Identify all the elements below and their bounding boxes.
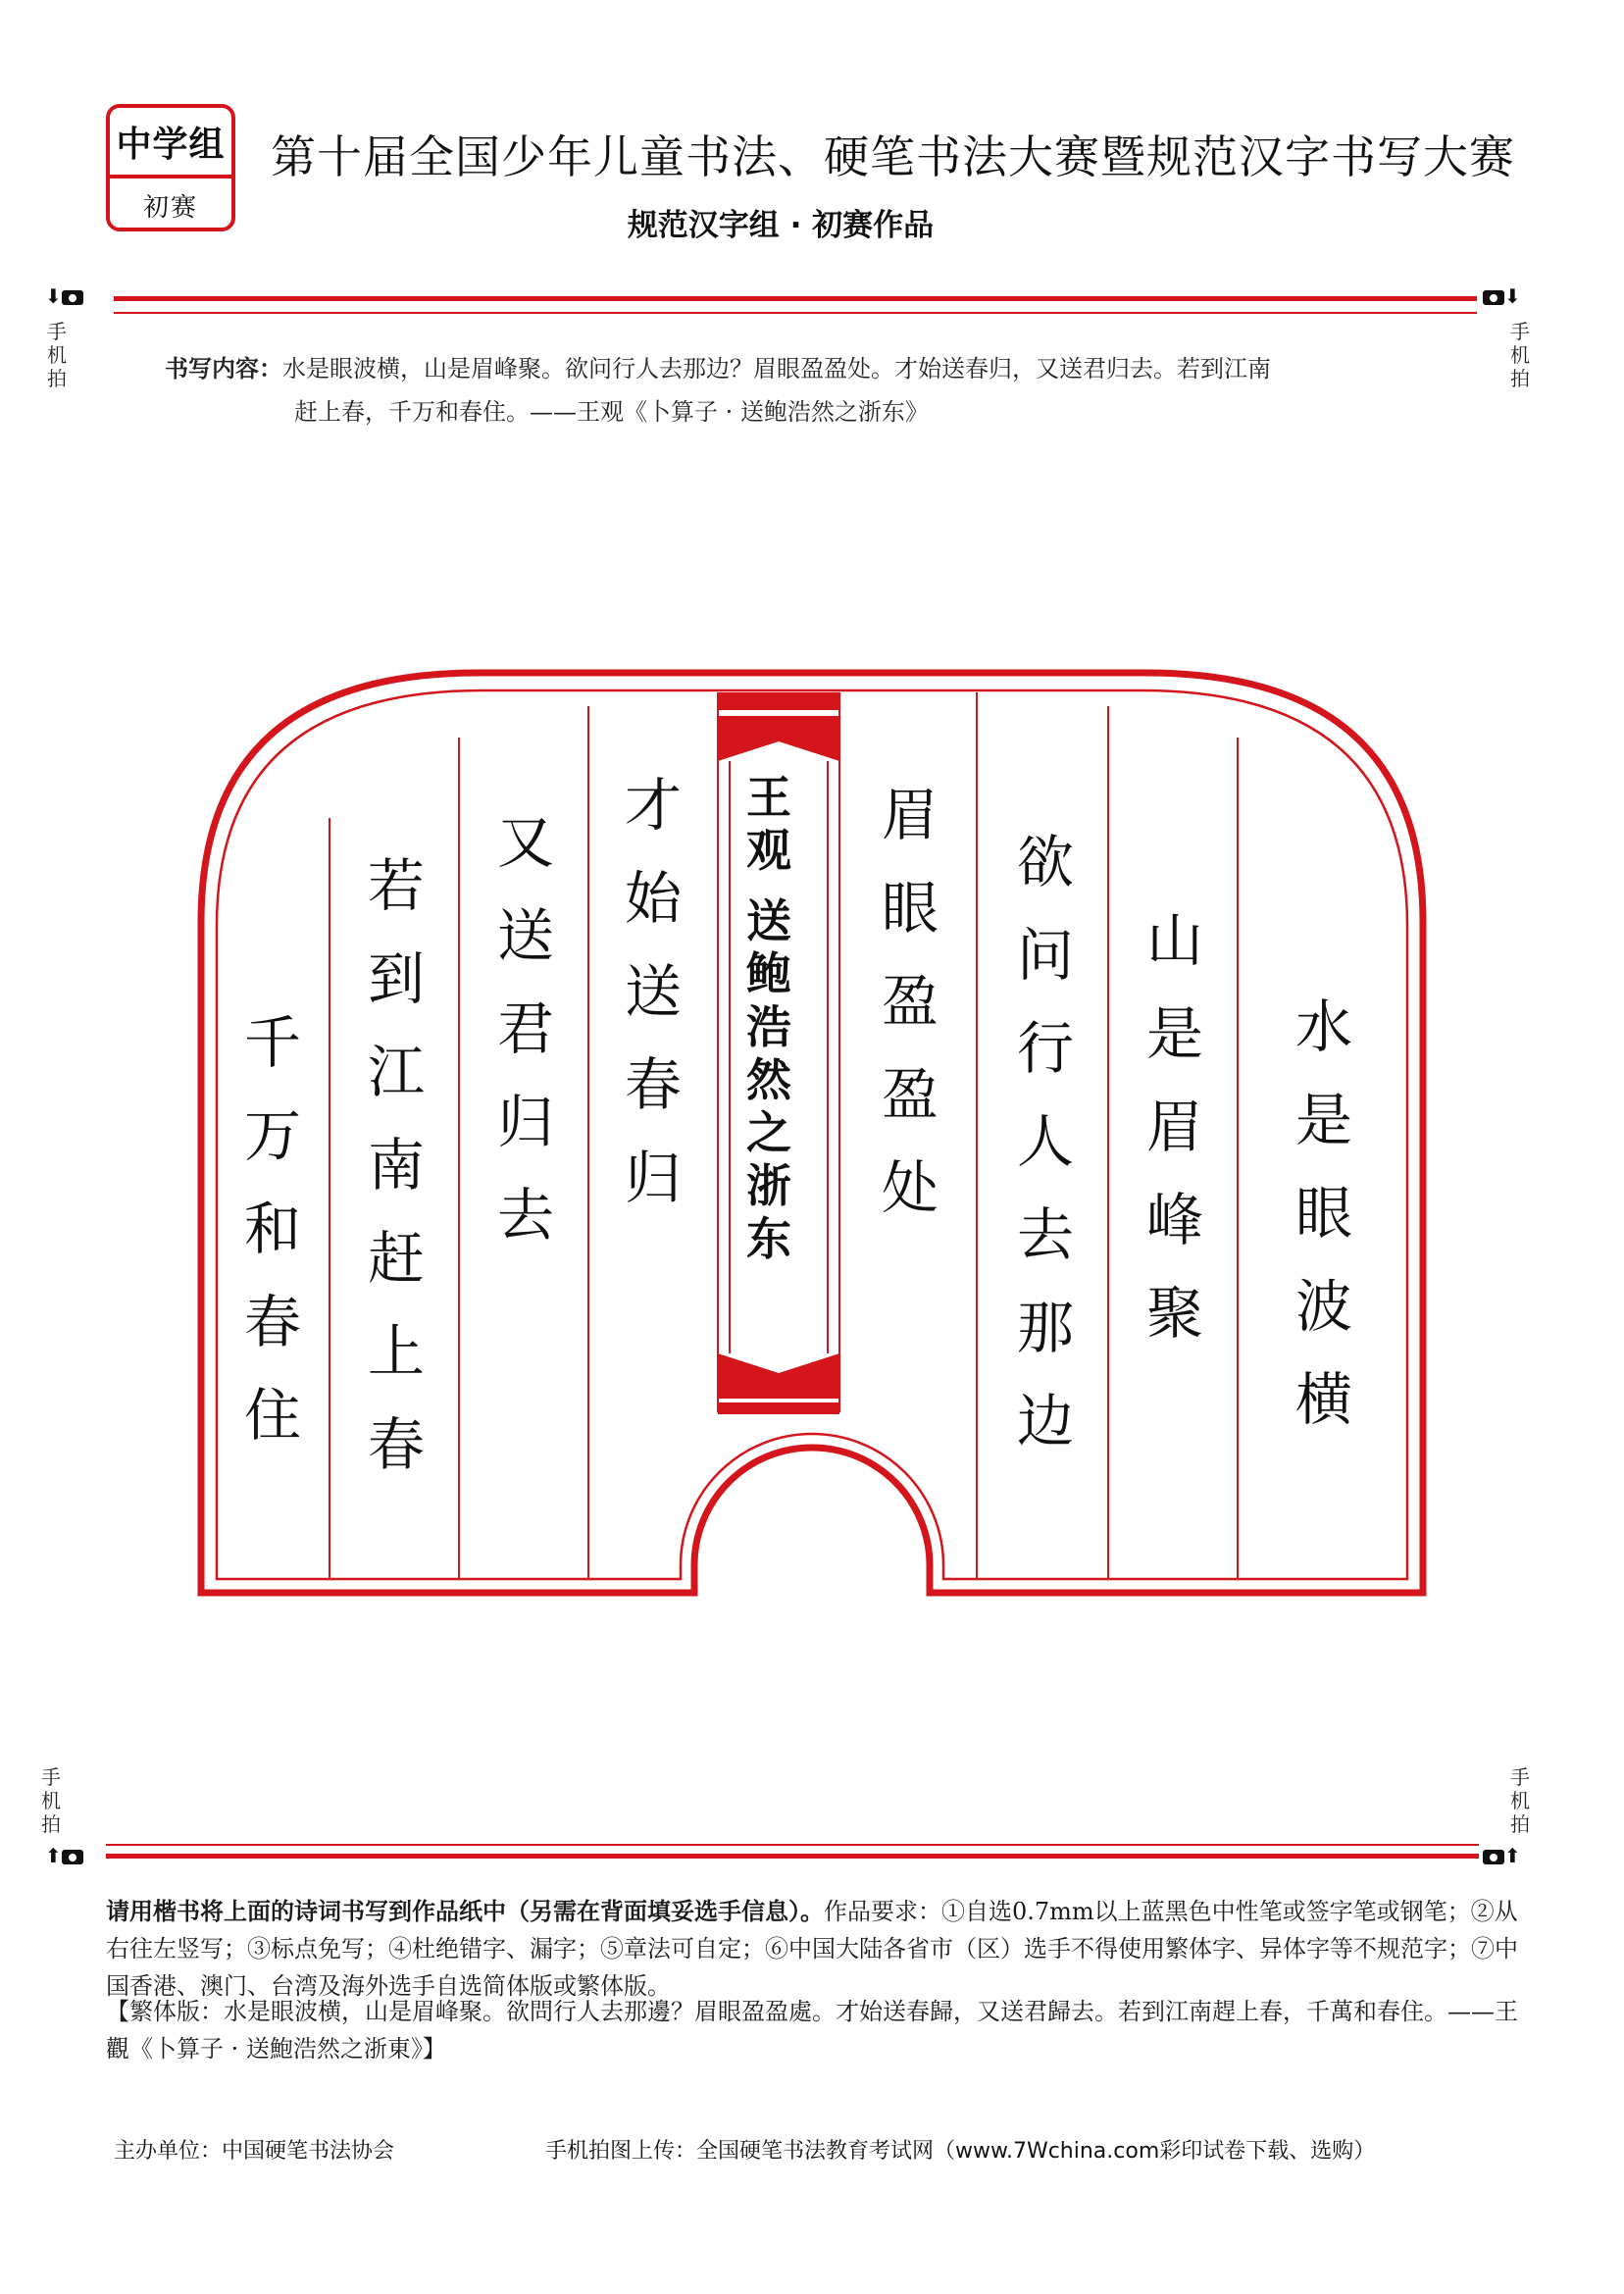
calligraphy-char: 才 bbox=[624, 772, 682, 839]
calligraphy-char: 然 bbox=[746, 1053, 791, 1106]
poem-column-4 bbox=[869, 769, 951, 1235]
instructions-requirements: 作品要求：①自选0.7mm以上蓝黑色中性笔或签字笔或钢笔；②从右往左竖写；③标点免写；④杜绝错字、漏字；⑤章法可自定；⑥中国大陆各省市（区）选手不得使用繁体字、异体字等不规范字；⑦中国香港、澳门、台湾及海外选手自选简体版或繁体版。 bbox=[106, 1898, 1518, 2000]
calligraphy-char: 水 bbox=[1294, 994, 1352, 1060]
calligraphy-char: 送 bbox=[624, 958, 682, 1025]
calligraphy-char: 欲 bbox=[1016, 829, 1074, 895]
calligraphy-char: 之 bbox=[746, 1106, 791, 1159]
calligraphy-char: 鲍 bbox=[746, 947, 791, 1000]
poem-column-1 bbox=[1283, 981, 1365, 1447]
calligraphy-char: 千 bbox=[243, 1009, 301, 1076]
calligraphy-char: 和 bbox=[243, 1196, 301, 1262]
poem-column-3 bbox=[1004, 816, 1087, 1468]
ribbon-bottom-notch bbox=[718, 1353, 839, 1399]
side-label-bottom-right: 手 机 拍 bbox=[1510, 1765, 1530, 1836]
calligraphy-char: 峰 bbox=[1145, 1187, 1203, 1253]
calligraphy-char: 万 bbox=[243, 1102, 301, 1169]
calligraphy-char: 是 bbox=[1145, 1000, 1203, 1067]
ribbon-top-notch bbox=[718, 716, 839, 761]
calligraphy-char: 横 bbox=[1294, 1366, 1352, 1433]
calligraphy-char: 处 bbox=[881, 1154, 939, 1221]
page-title: 第十届全国少年儿童书法、硬笔书法大赛暨规范汉字书写大赛 bbox=[271, 130, 1515, 183]
author-name bbox=[746, 771, 791, 877]
camera-marker-top-right: ⬇ bbox=[1483, 284, 1521, 308]
organizer: 主办单位：中国硬笔书法协会 bbox=[114, 2139, 395, 2164]
ribbon-bottom-bar bbox=[718, 1402, 839, 1414]
camera-marker-top-left: ⬇ bbox=[45, 284, 83, 308]
calligraphy-char: 上 bbox=[367, 1318, 425, 1385]
calligraphy-char: 边 bbox=[1016, 1388, 1074, 1454]
calligraphy-char: 到 bbox=[367, 945, 425, 1012]
poem-column-7 bbox=[355, 840, 437, 1492]
calligraphy-char: 若 bbox=[367, 852, 425, 919]
upload-info: 手机拍图上传：全国硬笔书法教育考试网（www.7Wchina.com彩印试卷下载、选购） bbox=[545, 2139, 1376, 2164]
calligraphy-char: 眉 bbox=[1145, 1094, 1203, 1160]
calligraphy-char: 归 bbox=[624, 1145, 682, 1211]
side-label-top-left: 手 机 拍 bbox=[47, 320, 67, 390]
calligraphy-char: 南 bbox=[367, 1132, 425, 1198]
calligraphy-char: 是 bbox=[1294, 1087, 1352, 1153]
page-subtitle: 规范汉字组 · 初赛作品 bbox=[627, 208, 935, 243]
poem-column-2 bbox=[1134, 894, 1216, 1360]
calligraphy-char: 东 bbox=[746, 1212, 791, 1265]
work-title bbox=[746, 894, 791, 1265]
calligraphy-char: 江 bbox=[367, 1039, 425, 1105]
badge-group: 中学组 bbox=[116, 124, 226, 165]
calligraphy-char: 去 bbox=[496, 1182, 554, 1249]
camera-icon bbox=[62, 1850, 83, 1864]
calligraphy-char: 人 bbox=[1016, 1108, 1074, 1175]
calligraphy-char: 春 bbox=[624, 1051, 682, 1118]
bottom-rule-thin bbox=[106, 1844, 1479, 1846]
calligraphy-char: 眼 bbox=[881, 875, 939, 942]
calligraphy-char: 归 bbox=[496, 1089, 554, 1155]
calligraphy-char: 春 bbox=[367, 1411, 425, 1478]
instructions-lead: 请用楷书将上面的诗词书写到作品纸中（另需在背面填妥选手信息）。 bbox=[106, 1898, 824, 1925]
calligraphy-char: 问 bbox=[1016, 922, 1074, 989]
camera-marker-bottom-right: ⬆ bbox=[1483, 1844, 1521, 1867]
content-line-1: 水是眼波横，山是眉峰聚。欲问行人去那边？眉眼盈盈处。才始送春归，又送君归去。若到江南 bbox=[282, 355, 1271, 382]
poem-column-6 bbox=[484, 796, 567, 1262]
calligraphy-char: 眉 bbox=[881, 782, 939, 848]
calligraphy-char: 浙 bbox=[746, 1159, 791, 1212]
author-title-column bbox=[734, 771, 804, 1265]
calligraphy-char: 送 bbox=[746, 894, 791, 947]
camera-icon bbox=[1483, 1850, 1504, 1864]
bottom-rule-thick bbox=[106, 1854, 1479, 1859]
calligraphy-char: 又 bbox=[496, 809, 554, 876]
camera-marker-bottom-left: ⬆ bbox=[45, 1844, 83, 1867]
calligraphy-char: 盈 bbox=[881, 1061, 939, 1128]
instructions bbox=[106, 1893, 1518, 2005]
side-label-bottom-left: 手 机 拍 bbox=[41, 1765, 61, 1836]
calligraphy-char: 山 bbox=[1145, 907, 1203, 974]
calligraphy-char: 送 bbox=[496, 902, 554, 969]
content-label: 书写内容： bbox=[165, 355, 282, 382]
calligraphy-char: 眼 bbox=[1294, 1180, 1352, 1247]
calligraphy-char: 去 bbox=[1016, 1201, 1074, 1268]
calligraphy-char: 赶 bbox=[367, 1225, 425, 1292]
calligraphy-char: 盈 bbox=[881, 968, 939, 1035]
poem-column-8 bbox=[231, 996, 314, 1462]
calligraphy-char: 君 bbox=[496, 995, 554, 1062]
calligraphy-char: 春 bbox=[243, 1289, 301, 1355]
calligraphy-char: 聚 bbox=[1145, 1280, 1203, 1347]
side-label-top-right: 手 机 拍 bbox=[1510, 320, 1530, 390]
calligraphy-char: 观 bbox=[746, 824, 791, 877]
calligraphy-char: 行 bbox=[1016, 1015, 1074, 1082]
content-line-2: 赶上春，千万和春住。——王观《卜算子 · 送鲍浩然之浙东》 bbox=[294, 398, 929, 426]
calligraphy-char: 住 bbox=[243, 1382, 301, 1449]
poem-column-5 bbox=[612, 759, 694, 1225]
calligraphy-char: 浩 bbox=[746, 1000, 791, 1053]
calligraphy-char: 始 bbox=[624, 865, 682, 932]
traditional-version: 【繁体版：水是眼波横，山是眉峰聚。欲問行人去那邊？眉眼盈盈處。才始送春歸，又送君歸去。若到江南趕上春，千萬和春住。——王觀《卜算子 · 送鮑浩然之浙東》】 bbox=[106, 1998, 1518, 2063]
calligraphy-char: 波 bbox=[1294, 1273, 1352, 1340]
calligraphy-char: 王 bbox=[746, 771, 791, 824]
badge-stage: 初赛 bbox=[142, 192, 198, 223]
ribbon-top-bar bbox=[718, 692, 839, 710]
calligraphy-char: 那 bbox=[1016, 1295, 1074, 1361]
